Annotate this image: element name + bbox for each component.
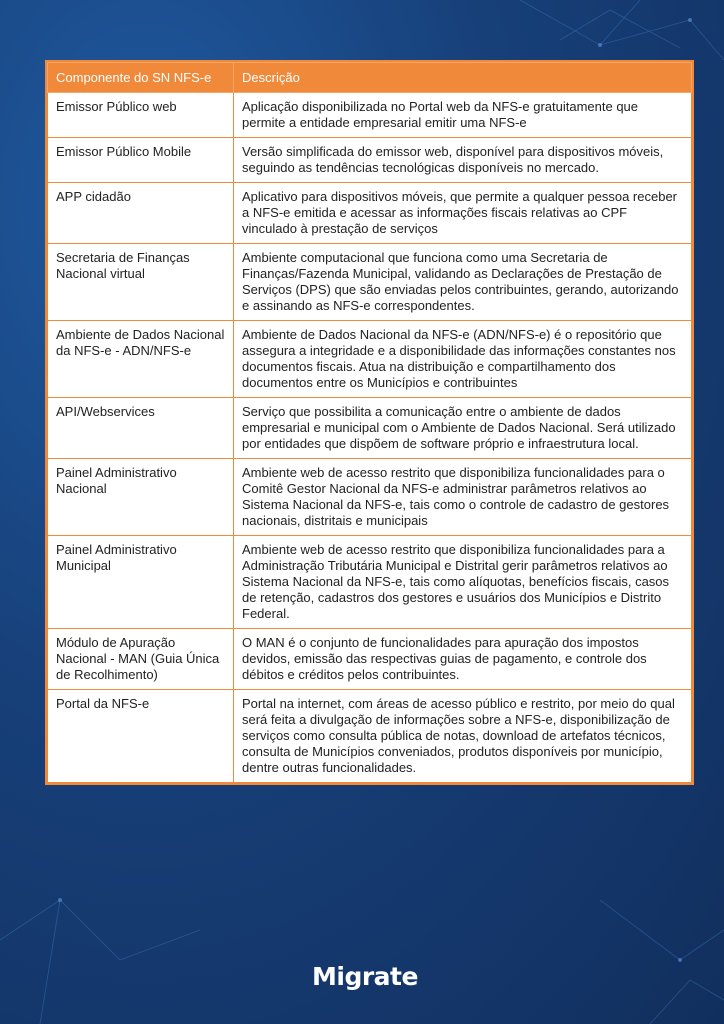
table-row <box>48 93 692 138</box>
row-component: Secretaria de Finanças Nacional virtual <box>48 244 234 321</box>
row-component: Painel Administrativo Municipal <box>48 536 234 629</box>
row-description: Ambiente computacional que funciona como uma Secretaria de Finanças/Fazenda Municipal, validando as Declarações de Prestação de Serviços (DPS) que são enviadas pelos contribuintes, gerando, autorizando e assinando as NFS-e correspondentes. <box>234 244 692 321</box>
migrate-logo <box>312 962 418 1002</box>
row-description: O MAN é o conjunto de funcionalidades para apuração dos impostos devidos, emissão das respectivas guias de pagamento, e controle dos débitos e créditos pelos contribuintes. <box>234 629 692 690</box>
table-row <box>48 398 692 459</box>
table-row <box>48 138 692 183</box>
header-component: Componente do SN NFS-e <box>48 63 234 93</box>
row-description: Aplicação disponibilizada no Portal web da NFS-e gratuitamente que permite a entidade empresarial emitir uma NFS-e <box>234 93 692 138</box>
row-component: Painel Administrativo Nacional <box>48 459 234 536</box>
row-component: Emissor Público web <box>48 93 234 138</box>
row-description: Ambiente web de acesso restrito que disponibiliza funcionalidades para o Comitê Gestor Nacional da NFS-e administrar parâmetros relativos ao Sistema Nacional da NFS-e, tais como o controle de cadastro de gestores nacionais, distritais e municipais <box>234 459 692 536</box>
nfse-components-table <box>45 60 694 785</box>
row-component: APP cidadão <box>48 183 234 244</box>
table-row <box>48 183 692 244</box>
row-description: Ambiente web de acesso restrito que disponibiliza funcionalidades para a Administração Tributária Municipal e Distrital gerir parâmetros relativos ao Sistema Nacional da NFS-e, tais como alíquotas, benefícios fiscais, casos de retenção, cadastros dos gestores e usuários dos Municípios e Distrito Federal. <box>234 536 692 629</box>
row-component: Emissor Público Mobile <box>48 138 234 183</box>
row-description: Serviço que possibilita a comunicação entre o ambiente de dados empresarial e municipal com o Ambiente de Dados Nacional. Será utilizado por entidades que dispõem de software próprio e infraestrutura local. <box>234 398 692 459</box>
row-component: Ambiente de Dados Nacional da NFS-e - ADN/NFS-e <box>48 321 234 398</box>
table-row <box>48 629 692 690</box>
logo-text: Migrate <box>312 962 418 991</box>
table-row <box>48 321 692 398</box>
row-component: Módulo de Apuração Nacional - MAN (Guia Única de Recolhimento) <box>48 629 234 690</box>
table-row <box>48 244 692 321</box>
row-component: API/Webservices <box>48 398 234 459</box>
table-header-row <box>48 63 692 93</box>
row-description: Versão simplificada do emissor web, disponível para dispositivos móveis, seguindo as tendências tecnológicas disponíveis no mercado. <box>234 138 692 183</box>
table-row <box>48 536 692 629</box>
row-description: Portal na internet, com áreas de acesso público e restrito, por meio do qual será feita a divulgação de informações sobre a NFS-e, disponibilização de serviços como consulta pública de notas, download de artefatos técnicos, consulta de Municípios conveniados, produtos disponíveis por município, dentre outras funcionalidades. <box>234 690 692 783</box>
table-row <box>48 690 692 783</box>
row-description: Ambiente de Dados Nacional da NFS-e (ADN/NFS-e) é o repositório que assegura a integridade e a disponibilidade das informações constantes nos documentos fiscais. Atua na distribuição e compartilhamento dos documentos entre os Municípios e contribuintes <box>234 321 692 398</box>
row-component: Portal da NFS-e <box>48 690 234 783</box>
row-description: Aplicativo para dispositivos móveis, que permite a qualquer pessoa receber a NFS-e emitida e acessar as informações fiscais relativas ao CPF vinculado à prestação de serviços <box>234 183 692 244</box>
table-row <box>48 459 692 536</box>
header-description: Descrição <box>234 63 692 93</box>
